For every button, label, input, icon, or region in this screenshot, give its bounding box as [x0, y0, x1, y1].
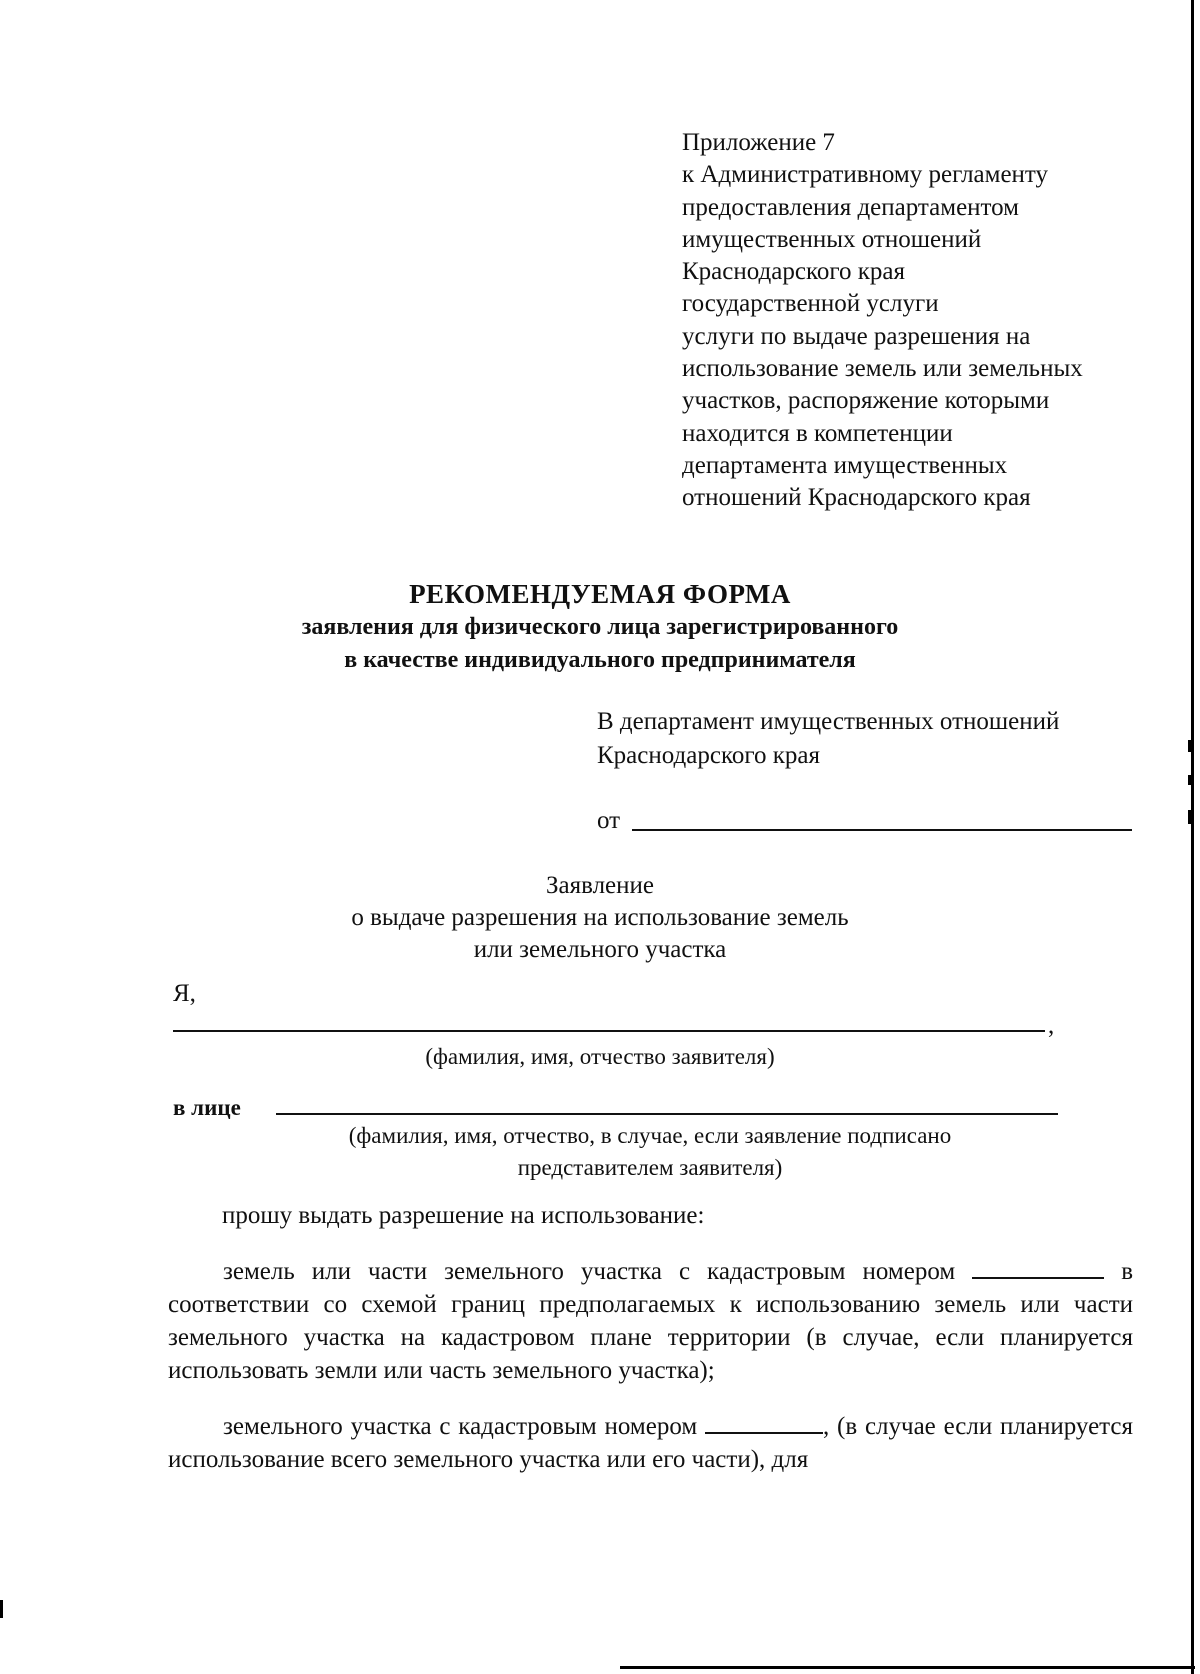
appendix-line: департамента имущественных: [682, 451, 1008, 479]
statement-subtitle: или земельного участка: [473, 936, 727, 963]
paragraph-text: в соответствии со схемой границ предполагаемых к использованию земель или части земельного участка на кадастровом плане территории (в случае, если планируется использовать земли или часть земельного участка);: [168, 1258, 1134, 1384]
appendix-line: государственной услуги: [682, 290, 939, 318]
addressee-block: [597, 705, 1059, 773]
appendix-line: Приложение 7: [682, 129, 835, 156]
appendix-line: находится в компетенции: [682, 419, 953, 447]
cadastral-number-blank[interactable]: [705, 1412, 823, 1434]
addressee-line: В департамент имущественных отношений: [597, 708, 1060, 735]
scan-border-bottom: [620, 1666, 1195, 1669]
scan-mark: [0, 1600, 3, 1618]
representative-caption: [250, 1120, 1050, 1184]
statement-title: Заявление: [545, 872, 655, 899]
statement-subtitle: о выдаче разрешения на использование земель: [351, 904, 849, 931]
scan-mark: [1188, 775, 1191, 785]
scan-border-right: [1191, 0, 1194, 1674]
cadastral-number-blank[interactable]: [972, 1257, 1104, 1279]
representative-name-line[interactable]: [276, 1113, 1058, 1115]
representative-caption-line: представителем заявителя): [517, 1155, 783, 1180]
representative-label: в лице: [173, 1095, 241, 1120]
statement-heading: [280, 870, 920, 966]
appendix-line: использование земель или земельных: [682, 355, 1083, 383]
form-title-line: в качестве индивидуального предпринимателя: [344, 647, 856, 673]
form-title: [200, 577, 1000, 677]
applicant-name-line[interactable]: [173, 1030, 1045, 1032]
appendix-line: Краснодарского края: [682, 258, 905, 286]
paragraph-plot: [168, 1410, 1133, 1476]
paragraph-text: , (в случае если планируется использование всего земельного участка или его части), для: [168, 1413, 1134, 1473]
applicant-caption: (фамилия, имя, отчество заявителя): [425, 1044, 775, 1069]
applicant-trailing-mark: ,: [1048, 1012, 1055, 1039]
form-title-main: РЕКОМЕНДУЕМАЯ ФОРМА: [409, 579, 791, 609]
appendix-line: отношений Краснодарского края: [682, 484, 1031, 512]
form-title-line: заявления для физического лица зарегистрированного: [301, 614, 899, 640]
applicant-label: Я,: [173, 980, 196, 1007]
appendix-line: предоставления департаментом: [682, 193, 1019, 221]
representative-caption-line: (фамилия, имя, отчество, в случае, если заявление подписано: [348, 1123, 952, 1148]
appendix-line: к Административному регламенту: [682, 161, 1049, 189]
addressee-line: Краснодарского края: [597, 742, 820, 769]
request-text: прошу выдать разрешение на использование:: [222, 1202, 705, 1229]
paragraph-text: земельного участка с кадастровым номером: [223, 1413, 698, 1440]
scan-mark: [1188, 810, 1191, 824]
appendix-line: участков, распоряжение которыми: [682, 387, 1050, 415]
appendix-header: [682, 127, 1152, 515]
appendix-line: услуги по выдаче разрешения на: [682, 322, 1031, 350]
paragraph-lands: [168, 1255, 1133, 1387]
paragraph-text: земель или части земельного участка с кадастровым номером: [223, 1258, 956, 1285]
from-label: от: [597, 807, 621, 834]
scan-mark: [1188, 740, 1191, 752]
appendix-line: имущественных отношений: [682, 225, 982, 253]
from-input-line[interactable]: [632, 829, 1132, 831]
